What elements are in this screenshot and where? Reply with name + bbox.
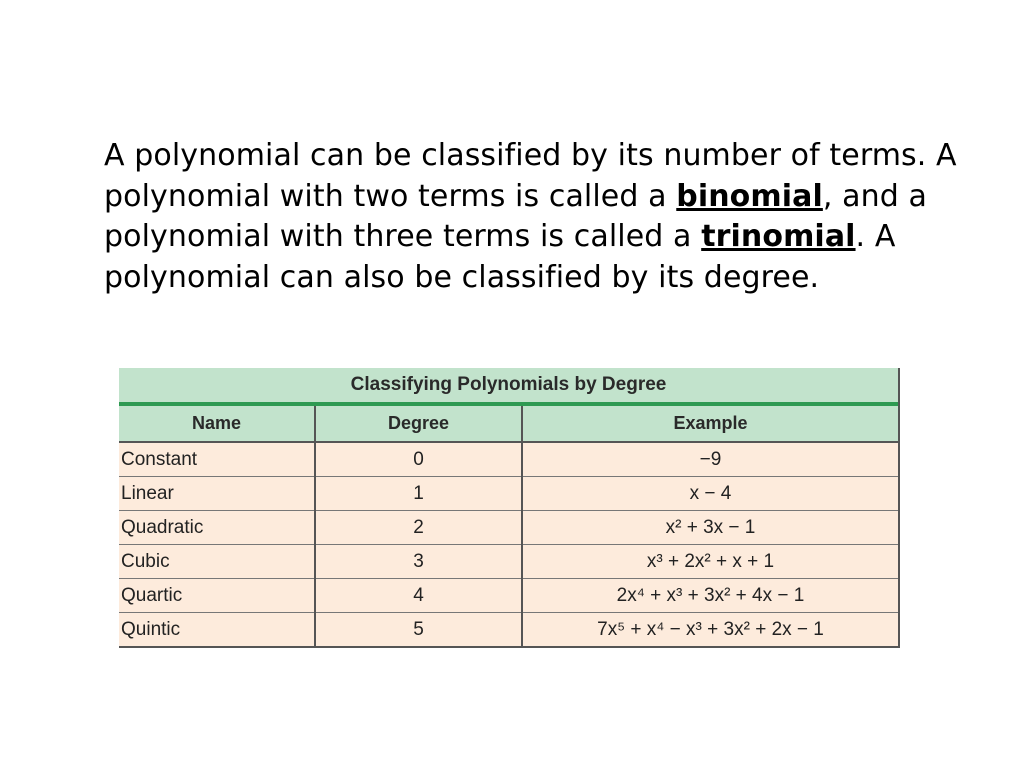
header-name: Name: [119, 404, 315, 442]
row-name: Constant: [119, 442, 315, 477]
row-degree: 0: [315, 442, 522, 477]
table-row: [119, 477, 898, 511]
row-name: Cubic: [119, 545, 315, 579]
row-example: −9: [522, 442, 898, 477]
row-degree: 3: [315, 545, 522, 579]
polynomial-degree-table: [119, 368, 900, 648]
intro-text-1: A polynomial can be classified by its number of terms. A polynomial with two terms is called a: [104, 138, 957, 214]
row-name: Quartic: [119, 579, 315, 613]
row-name: Quadratic: [119, 511, 315, 545]
table-row: [119, 511, 898, 545]
header-degree: Degree: [315, 404, 522, 442]
row-name: Quintic: [119, 613, 315, 647]
table-row: [119, 442, 898, 477]
row-degree: 1: [315, 477, 522, 511]
row-example: x − 4: [522, 477, 898, 511]
trinomial-term: trinomial: [701, 219, 856, 254]
table-row: [119, 613, 898, 647]
row-example: x² + 3x − 1: [522, 511, 898, 545]
row-degree: 5: [315, 613, 522, 647]
row-example: x³ + 2x² + x + 1: [522, 545, 898, 579]
table-title: Classifying Polynomials by Degree: [119, 368, 898, 404]
binomial-term: binomial: [676, 178, 823, 214]
row-example: 7x⁵ + x⁴ − x³ + 3x² + 2x − 1: [522, 613, 898, 647]
row-example: 2x⁴ + x³ + 3x² + 4x − 1: [522, 579, 898, 613]
intro-paragraph: [104, 136, 964, 298]
row-degree: 4: [315, 579, 522, 613]
row-degree: 2: [315, 511, 522, 545]
intro-text-3: . A polynomial can also be classified by its degree.: [104, 219, 896, 295]
table-row: [119, 579, 898, 613]
intro-text-2: , and a polynomial with three terms is called a: [104, 178, 928, 254]
row-name: Linear: [119, 477, 315, 511]
table-row: [119, 545, 898, 579]
header-example: Example: [522, 404, 898, 442]
